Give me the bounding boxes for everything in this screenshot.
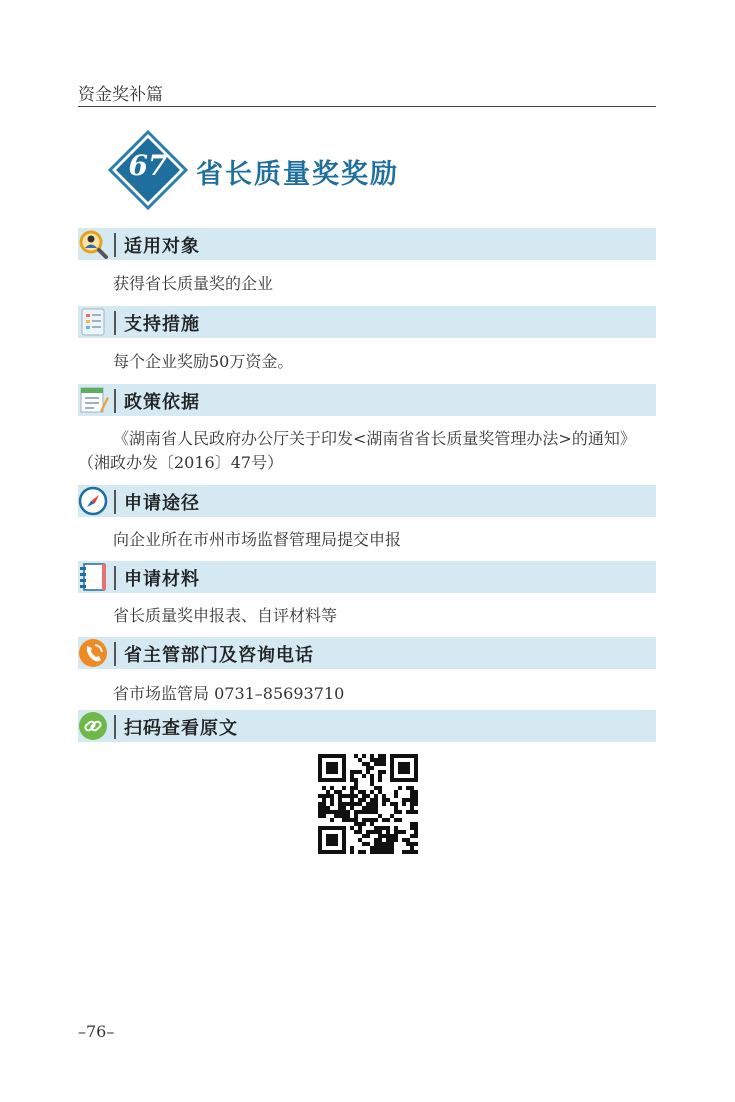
section-content: 省市场监管局 0731–85693710 (113, 684, 345, 703)
section-label: 适用对象 (124, 236, 200, 257)
running-head: 资金奖补篇 (78, 85, 163, 105)
phone-icon (78, 638, 110, 668)
document-pencil-icon (78, 385, 110, 415)
section-divider (114, 566, 116, 590)
item-number: 67 (128, 149, 168, 182)
page-title: 省长质量奖奖励 (196, 159, 399, 190)
qr-code[interactable] (318, 754, 418, 854)
section-divider (114, 389, 116, 413)
checklist-icon (78, 307, 110, 337)
magnifier-person-icon (78, 229, 110, 259)
section-divider (114, 311, 116, 335)
section-content: 《湖南省人民政府办公厅关于印发<湖南省省长质量奖管理办法>的通知》（湘政办发〔2016〕47号） (78, 429, 636, 472)
link-icon (78, 711, 110, 741)
section-label: 支持措施 (124, 314, 200, 335)
section-bar-contact (78, 637, 656, 669)
section-bar-scan (78, 710, 656, 742)
notebook-icon (78, 562, 110, 592)
header-rule (78, 106, 656, 107)
section-divider (114, 233, 116, 257)
section-divider (114, 490, 116, 514)
section-content: 向企业所在市州市场监督管理局提交申报 (113, 530, 402, 549)
section-bar-materials (78, 561, 656, 593)
section-divider (114, 642, 116, 666)
section-content: 每个企业奖励50万资金。 (113, 352, 294, 371)
section-bar-support (78, 306, 656, 338)
section-content: 省长质量奖申报表、自评材料等 (113, 606, 338, 625)
section-label: 政策依据 (124, 392, 200, 413)
section-label: 扫码查看原文 (124, 718, 238, 739)
section-divider (114, 715, 116, 739)
section-bar-target (78, 228, 656, 260)
section-bar-channel (78, 485, 656, 517)
compass-icon (78, 486, 110, 516)
section-label: 省主管部门及咨询电话 (124, 645, 314, 666)
page-number: –76– (78, 1022, 115, 1041)
section-label: 申请材料 (124, 569, 200, 590)
section-content: 获得省长质量奖的企业 (113, 274, 274, 293)
section-label: 申请途径 (124, 493, 200, 514)
section-bar-policy (78, 384, 656, 416)
